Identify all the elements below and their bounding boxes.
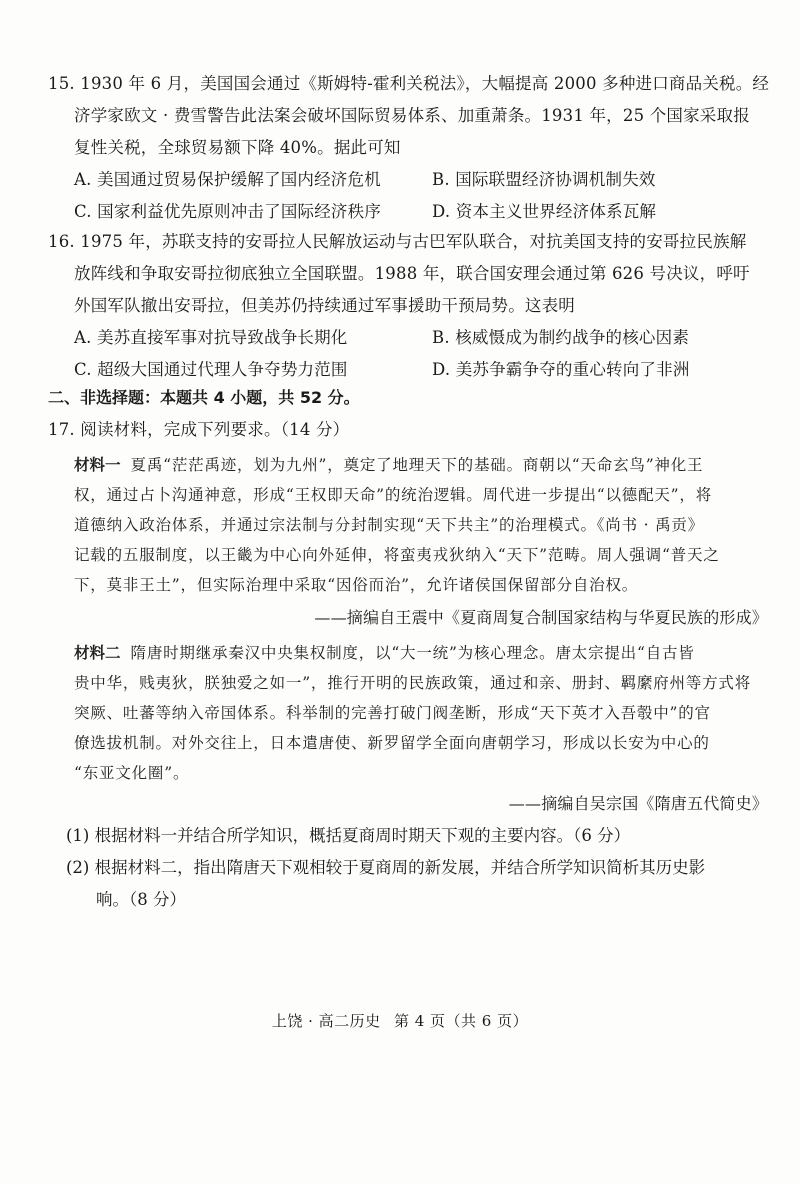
q16-stem-line-2: 放阵线和争取安哥拉彻底独立全国联盟。1988 年，联合国安理会通过第 626 号决议，呼吁 xyxy=(74,264,750,283)
question-16 xyxy=(48,226,768,386)
material-2 xyxy=(74,638,768,788)
material-2-line-3: 突厥、吐蕃等纳入帝国体系。科举制的完善打破门阀垄断，形成“天下英才入吾彀中”的官 xyxy=(74,704,711,722)
material-1-line-1: 材料一 夏禹“茫茫禹迹，划为九州”，奠定了地理天下的基础。商朝以“天命玄鸟”神化王 xyxy=(74,456,704,474)
q15-option-a: A. 美国通过贸易保护缓解了国内经济危机 xyxy=(74,170,381,189)
q15-stem-line-2: 济学家欧文 · 费雪警告此法案会破坏国际贸易体系、加重萧条。1931 年，25 个国家采取报 xyxy=(74,106,750,125)
q16-stem-line-1: 16. 1975 年，苏联支持的安哥拉人民解放运动与古巴军队联合，对抗美国支持的安哥拉民族解 xyxy=(48,232,747,251)
material-2-source: ——摘编自吴宗国《隋唐五代简史》 xyxy=(508,794,768,813)
q17-sub2-line-1: (2) 根据材料二，指出隋唐天下观相较于夏商周的新发展，并结合所学知识简析其历史影 xyxy=(66,858,706,877)
q15-option-d: D. 资本主义世界经济体系瓦解 xyxy=(432,202,657,221)
q15-options-row-1 xyxy=(48,164,768,196)
q17-sub-question-1 xyxy=(66,820,768,852)
material-1 xyxy=(74,450,768,600)
q17-sub2-line-2: 响。（8 分） xyxy=(96,890,186,909)
q16-stem-line-3: 外国军队撤出安哥拉，但美苏仍持续通过军事援助干预局势。这表明 xyxy=(74,296,575,315)
material-1-label: 材料一 xyxy=(74,456,121,474)
material-1-line-5: 下，莫非王土”，但实际治理中采取“因俗而治”，允许诸侯国保留部分自治权。 xyxy=(74,576,639,594)
q15-options-row-2 xyxy=(48,196,768,228)
q17-sub1-text: (1) 根据材料一并结合所学知识，概括夏商周时期天下观的主要内容。（6 分） xyxy=(66,826,631,845)
footer-subject: 上饶 · 高二历史 xyxy=(271,1012,381,1030)
material-2-line-2: 贵中华，贱夷狄，朕独爱之如一”，推行开明的民族政策，通过和亲、册封、羁縻府州等方式将 xyxy=(74,674,752,692)
q15-option-b: B. 国际联盟经济协调机制失效 xyxy=(432,170,656,189)
page-footer xyxy=(0,1010,800,1031)
q17-sub-question-2 xyxy=(66,852,768,916)
question-15 xyxy=(48,68,768,228)
q15-stem-line-1: 15. 1930 年 6 月，美国国会通过《斯姆特-霍利关税法》，大幅提高 2000 多种进口商品关税。经 xyxy=(48,74,770,93)
q15-option-c: C. 国家利益优先原则冲击了国际经济秩序 xyxy=(74,202,382,221)
material-1-source-wrap xyxy=(74,602,768,634)
q16-option-d: D. 美苏争霸争夺的重心转向了非洲 xyxy=(432,360,690,379)
q16-option-c: C. 超级大国通过代理人争夺势力范围 xyxy=(74,360,348,379)
material-2-line-4: 僚选拔机制。对外交往上，日本遣唐使、新罗留学全面向唐朝学习，形成以长安为中心的 xyxy=(74,734,710,752)
footer-page-number: 第 4 页（共 6 页） xyxy=(393,1012,529,1030)
material-1-source: ——摘编自王震中《夏商周复合制国家结构与华夏民族的形成》 xyxy=(314,608,768,627)
q16-option-a: A. 美苏直接军事对抗导致战争长期化 xyxy=(74,328,348,347)
material-1-line-2: 权，通过占卜沟通神意，形成“王权即天命”的统治逻辑。周代进一步提出“以德配天”，将 xyxy=(74,486,712,504)
material-2-label: 材料二 xyxy=(74,644,121,662)
material-1-line-4: 记载的五服制度，以王畿为中心向外延伸，将蛮夷戎狄纳入“天下”范畴。周人强调“普天之 xyxy=(74,546,720,564)
q15-stem-line-3: 复性关税，全球贸易额下降 40%。据此可知 xyxy=(74,138,401,157)
question-17-stem: 17. 阅读材料，完成下列要求。（14 分） xyxy=(48,420,350,439)
q16-option-b: B. 核威慑成为制约战争的核心因素 xyxy=(432,328,690,347)
material-2-line-1: 材料二 隋唐时期继承秦汉中央集权制度，以“大一统”为核心理念。唐太宗提出“自古皆 xyxy=(74,644,695,662)
material-2-line-5: “东亚文化圈”。 xyxy=(74,764,190,782)
section-title: 二、非选择题：本题共 4 小题，共 52 分。 xyxy=(48,388,360,407)
material-2-source-wrap xyxy=(74,788,768,820)
q16-options-row-1 xyxy=(48,322,768,354)
material-1-line-3: 道德纳入政治体系，并通过宗法制与分封制实现“天下共主”的治理模式。《尚书 · 禹贡》 xyxy=(74,516,704,534)
